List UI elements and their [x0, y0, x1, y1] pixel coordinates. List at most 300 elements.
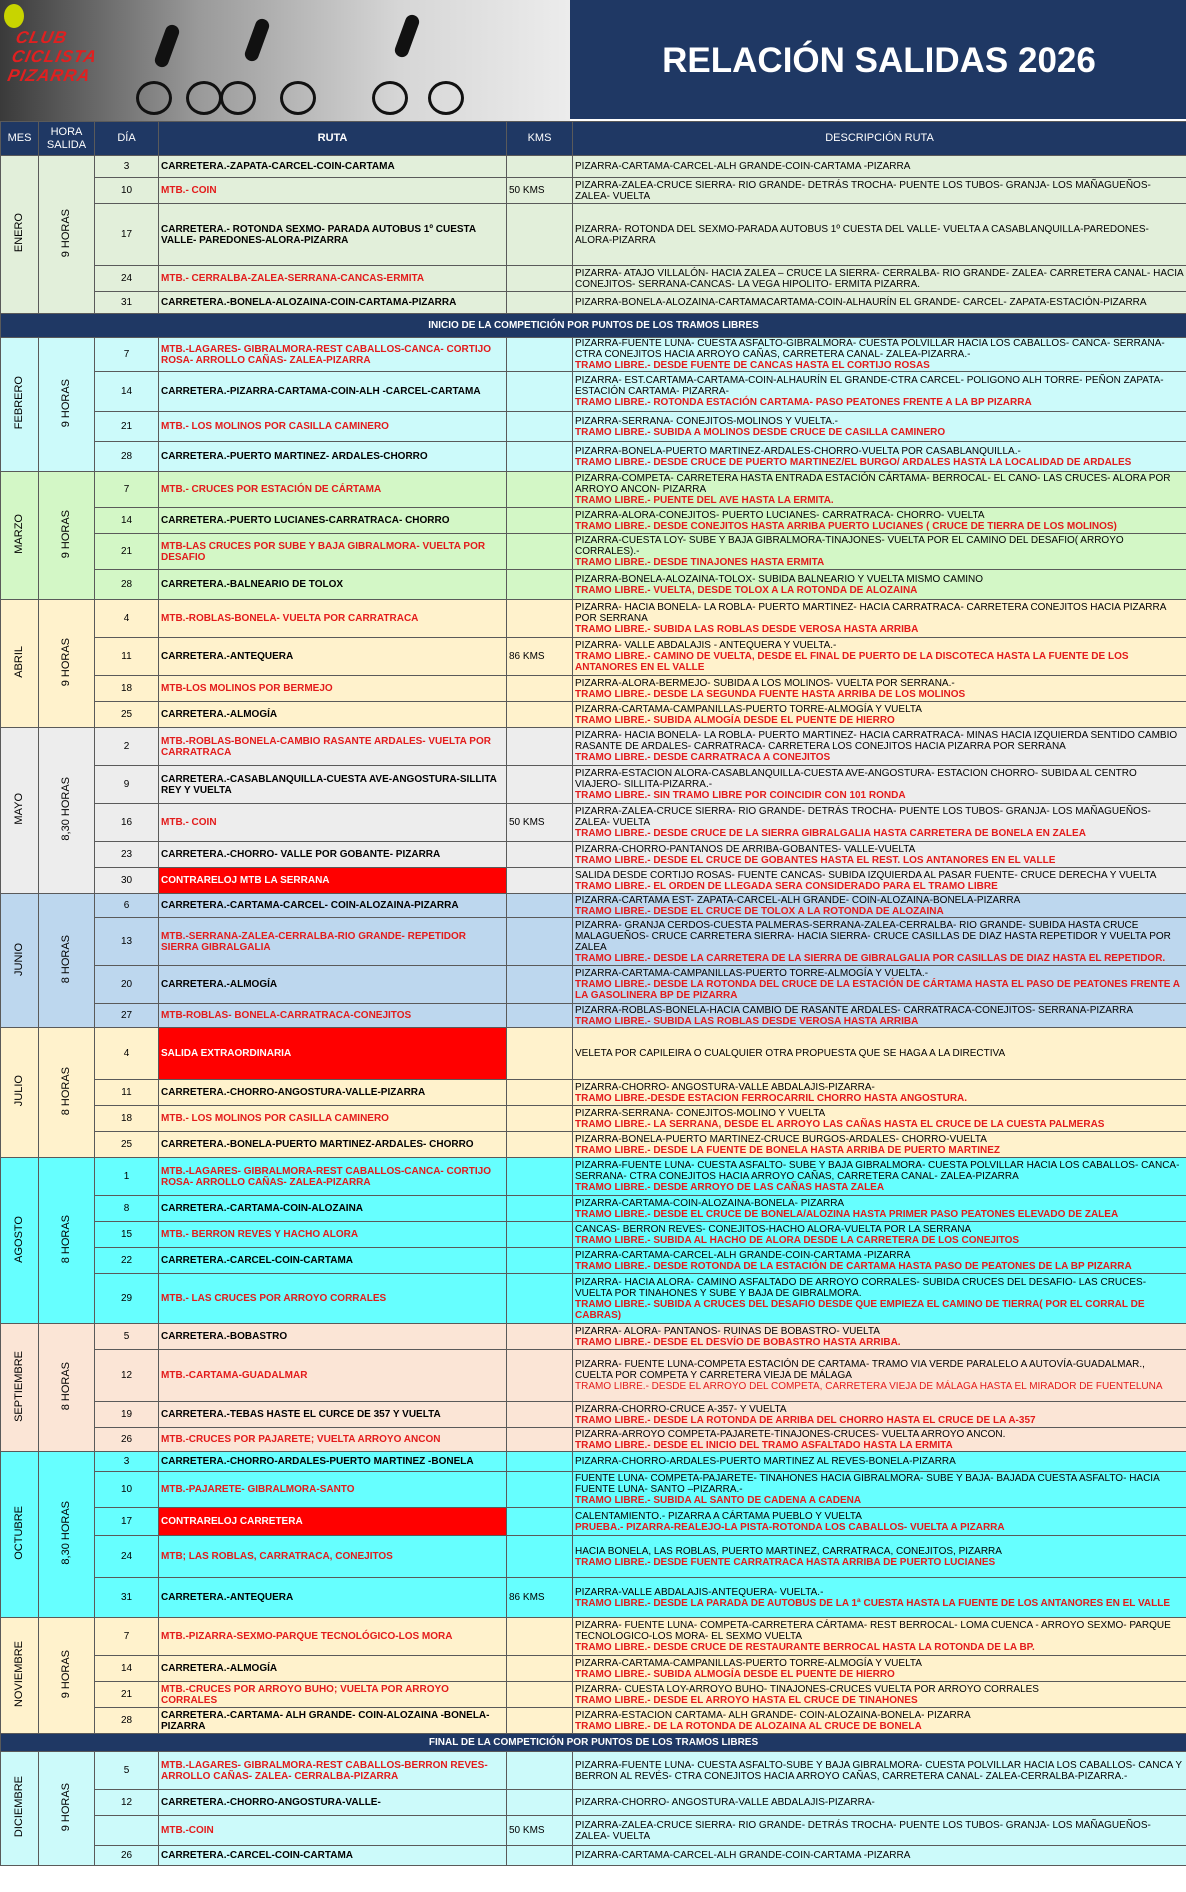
table-row [1, 570, 1186, 600]
table-row [1, 204, 1186, 266]
competition-start-label: INICIO DE LA COMPETICIÓN POR PUNTOS DE LOS TRAMOS LIBRES [1, 314, 1186, 338]
day-cell: 1 [95, 1158, 159, 1196]
kms-cell [507, 676, 573, 702]
table-row [1, 804, 1186, 842]
table-row [1, 638, 1186, 676]
day-cell [95, 1816, 159, 1846]
month-label: ENERO [13, 213, 25, 253]
day-cell: 14 [95, 372, 159, 412]
kms-cell [507, 1452, 573, 1472]
day-cell: 28 [95, 1708, 159, 1734]
day-cell: 28 [95, 570, 159, 600]
description-cell [573, 1508, 1186, 1536]
description-cell [573, 266, 1186, 292]
route-cell: CARRETERA.-TEBAS HASTE EL CURCE DE 357 Y VUELTA [159, 1402, 507, 1428]
table-row [1, 1350, 1186, 1402]
route-cell: MTB.-LAGARES- GIBRALMORA-REST CABALLOS-BERRON REVES- ARROLLO CAÑAS- ZALEA- CERRALBA-PIZARRA [159, 1752, 507, 1790]
table-body [1, 156, 1186, 1866]
kms-cell [507, 1618, 573, 1656]
day-cell: 17 [95, 1508, 159, 1536]
start-time-cell [39, 894, 95, 1028]
free-section-text: TRAMO LIBRE.- DESDE EL ARROYO HASTA EL CRUCE DE TINAHONES [575, 1694, 918, 1706]
description-cell [573, 868, 1186, 894]
table-row [1, 1682, 1186, 1708]
description-cell [573, 1402, 1186, 1428]
description-text: PIZARRA-FUENTE LUNA- CUESTA ASFALTO-SUBE Y BAJA GIBRALMORA- CUESTA POLVILLAR HACIA LOS CABALLOS- CANCA Y BERRON AL REVÉS- CTRA CONEJITOS HACIA ARROYO CAÑAS, CARRETERA CANAL- ZALEA-CERRALBA-PIZARRA.- [575, 1759, 1182, 1782]
kms-cell: 86 KMS [507, 638, 573, 676]
description-text: PIZARRA-VALLE ABDALAJIS-ANTEQUERA- VUELTA.- [575, 1586, 824, 1598]
free-section-text: TRAMO LIBRE.- DESDE EL CRUCE DE TOLOX A LA ROTONDA DE ALOZAINA [575, 905, 944, 917]
day-cell: 4 [95, 1028, 159, 1080]
route-cell: CARRETERA.-ALMOGÍA [159, 966, 507, 1004]
route-cell: MTB.-LAGARES- GIBRALMORA-REST CABALLOS-CANCA- CORTIJO ROSA- ARROLLO CAÑAS- ZALEA-PIZARRA [159, 1158, 507, 1196]
description-text: PIZARRA-CARTAMA-CARCEL-ALH GRANDE-COIN-CARTAMA -PIZARRA [575, 1249, 911, 1261]
bike-wheel-icon [186, 81, 222, 115]
cyclist-silhouette-icon [243, 17, 271, 63]
route-cell: MTB.- CERRALBA-ZALEA-SERRANA-CANCAS-ERMITA [159, 266, 507, 292]
day-cell: 21 [95, 412, 159, 442]
table-row [1, 702, 1186, 728]
free-section-text: TRAMO LIBRE.- SUBIDA ALMOGÍA DESDE EL PUENTE DE HIERRO [575, 1668, 895, 1680]
table-row [1, 412, 1186, 442]
start-time-label: 8,30 HORAS [60, 1501, 72, 1565]
start-time-label: 9 HORAS [60, 509, 72, 559]
description-cell [573, 1004, 1186, 1028]
month-cell [1, 1158, 39, 1324]
competition-band-row [1, 314, 1186, 338]
route-cell: MTB.- CRUCES POR ESTACIÓN DE CÁRTAMA [159, 472, 507, 508]
description-cell [573, 1656, 1186, 1682]
kms-cell [507, 868, 573, 894]
description-cell [573, 1106, 1186, 1132]
description-cell [573, 966, 1186, 1004]
kms-cell [507, 1248, 573, 1274]
table-row [1, 600, 1186, 638]
free-section-text: TRAMO LIBRE.-DESDE ESTACION FERROCARRIL CHORRO HASTA ANGOSTURA. [575, 1092, 968, 1104]
table-row [1, 1790, 1186, 1816]
description-text: PIZARRA- ROTONDA DEL SEXMO-PARADA AUTOBUS 1º CUESTA DEL VALLE- VUELTA A CASABLANQUILLA-PAREDONES-ALORA-PIZARRA [575, 223, 1149, 246]
table-row [1, 1508, 1186, 1536]
day-cell: 15 [95, 1222, 159, 1248]
day-cell: 23 [95, 842, 159, 868]
start-time-label: 9 HORAS [60, 1649, 72, 1699]
description-text: PIZARRA- CUESTA LOY-ARROYO BUHO- TINAJONES-CRUCES VUELTA POR ARROYO CORRALES [575, 1683, 1039, 1695]
day-cell: 25 [95, 1132, 159, 1158]
route-cell: CARRETERA.-BONELA-ALOZAINA-COIN-CARTAMA-PIZARRA [159, 292, 507, 314]
free-section-text: TRAMO LIBRE.- DESDE CONEJITOS HASTA ARRIBA PUERTO LUCIANES ( CRUCE DE TIERRA DE LOS MOLINOS) [575, 520, 1117, 532]
bike-wheel-icon [220, 81, 256, 115]
description-text: PIZARRA-CARTAMA-CAMPANILLAS-PUERTO TORRE-ALMOGÍA Y VUELTA [575, 1657, 922, 1669]
free-section-text: TRAMO LIBRE.- DESDE TINAJONES HASTA ERMITA [575, 557, 825, 568]
description-text: PIZARRA- ALORA- PANTANOS- RUINAS DE BOBASTRO- VUELTA [575, 1325, 880, 1337]
kms-cell [507, 292, 573, 314]
day-cell: 12 [95, 1350, 159, 1402]
table-row [1, 918, 1186, 966]
competition-end-label: FINAL DE LA COMPETICIÓN POR PUNTOS DE LOS TRAMOS LIBRES [1, 1734, 1186, 1752]
route-cell: MTB.- LAS CRUCES POR ARROYO CORRALES [159, 1274, 507, 1324]
description-text: PIZARRA-CHORRO-CRUCE A-357- Y VUELTA [575, 1403, 787, 1415]
description-cell [573, 338, 1186, 372]
description-cell [573, 1536, 1186, 1578]
table-row [1, 1428, 1186, 1452]
col-header-dia: DÍA [95, 122, 159, 156]
table-row [1, 1080, 1186, 1106]
free-section-text: TRAMO LIBRE.- ROTONDA ESTACIÓN CARTAMA- PASO PEATONES FRENTE A LA BP PIZARRA [575, 397, 1032, 408]
kms-cell [507, 1428, 573, 1452]
free-section-text: TRAMO LIBRE.- DESDE FUENTE DE CANCAS HASTA EL CORTIJO ROSAS [575, 360, 930, 371]
description-text: PIZARRA-BONELA-PUERTO MARTINEZ-CRUCE BURGOS-ARDALES- CHORRO-VUELTA [575, 1133, 987, 1145]
free-section-text: TRAMO LIBRE.- SUBIDA ALMOGÍA DESDE EL PUENTE DE HIERRO [575, 714, 895, 726]
day-cell: 5 [95, 1752, 159, 1790]
day-cell: 11 [95, 1080, 159, 1106]
day-cell: 8 [95, 1196, 159, 1222]
table-row [1, 1248, 1186, 1274]
table-row [1, 1816, 1186, 1846]
bike-wheel-icon [428, 81, 464, 115]
kms-cell: 50 KMS [507, 804, 573, 842]
month-label: JULIO [13, 1075, 25, 1107]
kms-cell [507, 1028, 573, 1080]
description-cell [573, 178, 1186, 204]
free-section-text: TRAMO LIBRE.- DESDE LA PARADA DE AUTOBUS DE LA 1ª CUESTA HASTA LA FUENTE DE LOS ANTANORES EN EL VALLE [575, 1597, 1171, 1609]
route-cell: CARRETERA.-ALMOGÍA [159, 1656, 507, 1682]
free-section-text: TRAMO LIBRE.- EL ORDEN DE LLEGADA SERA CONSIDERADO PARA EL TRAMO LIBRE [575, 880, 998, 892]
description-cell [573, 1618, 1186, 1656]
table-row [1, 442, 1186, 472]
competition-band-row [1, 1734, 1186, 1752]
route-cell: MTB; LAS ROBLAS, CARRATRACA, CONEJITOS [159, 1536, 507, 1578]
day-cell: 31 [95, 292, 159, 314]
route-cell: CARRETERA.-CASABLANQUILLA-CUESTA AVE-ANGOSTURA-SILLITA REY Y VUELTA [159, 766, 507, 804]
start-time-cell [39, 728, 95, 894]
description-cell [573, 1752, 1186, 1790]
kms-cell [507, 1004, 573, 1028]
start-time-label: 8 HORAS [60, 1361, 72, 1411]
kms-cell [507, 1222, 573, 1248]
table-row [1, 842, 1186, 868]
kms-cell [507, 338, 573, 372]
month-label: DICIEMBRE [13, 1776, 25, 1838]
description-cell [573, 1248, 1186, 1274]
start-time-label: 8 HORAS [60, 934, 72, 984]
free-section-text: TRAMO LIBRE.- SUBIDA LAS ROBLAS DESDE VEROSA HASTA ARRIBA [575, 624, 919, 635]
description-text: PIZARRA-CARTAMA-CAMPANILLAS-PUERTO TORRE-ALMOGÍA Y VUELTA.- [575, 968, 929, 979]
month-cell [1, 1028, 39, 1158]
day-cell: 18 [95, 676, 159, 702]
route-cell: MTB.-CRUCES POR PAJARETE; VUELTA ARROYO ANCON [159, 1428, 507, 1452]
day-cell: 22 [95, 1248, 159, 1274]
kms-cell [507, 472, 573, 508]
col-header-ruta: RUTA [159, 122, 507, 156]
description-cell [573, 1132, 1186, 1158]
description-text: PIZARRA- HACIA BONELA- LA ROBLA- PUERTO MARTINEZ- HACIA CARRATRACA- MINAS HACIA IZQUIERDA SENTIDO CAMBIO RASANTE DE ARDALES- CARRATRACA- CARRETERA LOS CONEJITOS HACIA PIZARRA POR SERRANA [575, 730, 1178, 752]
cyclist-silhouette-icon [153, 23, 181, 69]
description-text: PIZARRA-FUENTE LUNA- CUESTA ASFALTO-GIBRALMORA- CUESTA POLVILLAR HACIA LOS CABALLOS- CANCA- SERRANA- CTRA CONEJITOS HACIA ARROYO CAÑAS, CARRETERA CANAL- ZALEA-PIZARRA.- [575, 338, 1165, 360]
day-cell: 14 [95, 508, 159, 534]
description-text: PIZARRA-FUENTE LUNA- CUESTA ASFALTO- SUBE Y BAJA GIBRALMORA- CUESTA POLVILLAR HACIA LOS CABALLOS- CANCA- SERRANA- CTRA CONEJITOS HACIA ARROYO CAÑAS, CARRETERA CANAL- ZALEA-PIZARRA [575, 1160, 1180, 1182]
description-text: FUENTE LUNA- COMPETA-PAJARETE- TINAHONES HACIA GIBRALMORA- SUBE Y BAJA- BAJADA CUESTA ASFALTO- HACIA FUENTE LUNA- SANTO –PIZARRA.- [575, 1473, 1160, 1495]
description-cell [573, 570, 1186, 600]
start-time-label: 8 HORAS [60, 1066, 72, 1116]
table-row [1, 966, 1186, 1004]
day-cell: 28 [95, 442, 159, 472]
day-cell: 16 [95, 804, 159, 842]
description-text: PIZARRA-CHORRO-ARDALES-PUERTO MARTINEZ AL REVES-BONELA-PIZARRA [575, 1456, 956, 1467]
day-cell: 17 [95, 204, 159, 266]
day-cell: 14 [95, 1656, 159, 1682]
free-section-text: TRAMO LIBRE.- DESDE CRUCE DE PUERTO MARTINEZ/EL BURGO/ ARDALES HASTA LA LOCALIDAD DE ARDALES [575, 456, 1132, 468]
description-text: SALIDA DESDE CORTIJO ROSAS- FUENTE CANCAS- SUBIDA IZQUIERDA AL PASAR FUENTE- CRUCE DERECHA Y VUELTA [575, 869, 1157, 881]
description-cell [573, 1708, 1186, 1734]
kms-cell [507, 1132, 573, 1158]
table-row [1, 266, 1186, 292]
kms-cell [507, 1158, 573, 1196]
free-section-text: TRAMO LIBRE.- CAMINO DE VUELTA, DESDE EL FINAL DE PUERTO DE LA DISCOTECA HASTA LA FUENTE DE LOS ANTANORES EN EL VALLE [575, 651, 1129, 673]
free-section-text: TRAMO LIBRE.- DESDE LA ROTONDA DEL CRUCE DE LA ESTACIÓN DE CÁRTAMA HASTA EL PASO DE PEATONES FRENTE A LA GASOLINERA BP DE PIZARRA [575, 979, 1180, 1001]
description-text: PIZARRA- HACIA BONELA- LA ROBLA- PUERTO MARTINEZ- HACIA CARRATRACA- CARRETERA CONEJITOS HACIA PIZARRA POR SERRANA [575, 602, 1166, 624]
kms-cell [507, 1472, 573, 1508]
kms-cell [507, 1106, 573, 1132]
kms-cell [507, 1402, 573, 1428]
description-cell [573, 1196, 1186, 1222]
start-time-label: 9 HORAS [60, 637, 72, 687]
bike-wheel-icon [372, 81, 408, 115]
description-text: PIZARRA-ESTACION CARTAMA- ALH GRANDE- COIN-ALOZAINA-BONELA- PIZARRA [575, 1709, 971, 1721]
kms-cell [507, 1196, 573, 1222]
start-time-label: 9 HORAS [60, 1782, 72, 1832]
description-cell [573, 728, 1186, 766]
description-cell [573, 766, 1186, 804]
table-row [1, 508, 1186, 534]
description-text: PIZARRA-BONELA-ALOZAINA-CARTAMACARTAMA-COIN-ALHAURÍN EL GRANDE- CARCEL- ZAPATA-ESTACIÓN-PIZARRA [575, 297, 1147, 308]
free-section-text: TRAMO LIBRE.- DESDE LA FUENTE DE BONELA HASTA ARRIBA DE PUERTO MARTINEZ [575, 1144, 1000, 1156]
description-text: PIZARRA-ZALEA-CRUCE SIERRA- RIO GRANDE- DETRÁS TROCHA- PUENTE LOS TUBOS- GRANJA- LOS MAÑAGUEÑOS- ZALEA- VUELTA [575, 806, 1151, 828]
month-cell [1, 894, 39, 1028]
month-cell [1, 156, 39, 314]
route-cell: MTB.- COIN [159, 178, 507, 204]
start-time-cell [39, 1452, 95, 1618]
day-cell: 10 [95, 178, 159, 204]
route-cell: CARRETERA.-CARCEL-COIN-CARTAMA [159, 1846, 507, 1866]
day-cell: 21 [95, 1682, 159, 1708]
day-cell: 30 [95, 868, 159, 894]
kms-cell [507, 1790, 573, 1816]
kms-cell [507, 1080, 573, 1106]
start-time-label: 8 HORAS [60, 1214, 72, 1264]
cyclist-silhouette-icon [393, 13, 421, 59]
free-section-text: TRAMO LIBRE.- SUBIDA A MOLINOS DESDE CRUCE DE CASILLA CAMINERO [575, 426, 946, 438]
description-text: PIZARRA- HACIA ALORA- CAMINO ASFALTADO DE ARROYO CORRALES- SUBIDA CRUCES DEL DESAFIO- LAS CRUCES- VUELTA POR TINAHONES Y SUBE Y BAJA DE GIBRALMORA. [575, 1276, 1147, 1299]
kms-cell [507, 600, 573, 638]
kms-cell [507, 1752, 573, 1790]
description-text: PIZARRA-CHORRO- ANGOSTURA-VALLE ABDALAJIS-PIZARRA- [575, 1797, 875, 1808]
description-text: PIZARRA-CUESTA LOY- SUBE Y BAJA GIBRALMORA-TINAJONES- VUELTA POR EL CAMINO DEL DESAFIO( ARROYO CORRALES).- [575, 535, 1124, 557]
club-logo-text: CLUB CICLISTA PIZARRA [5, 28, 99, 85]
free-section-text: TRAMO LIBRE.- SUBIDA A CRUCES DEL DESAFIO DESDE QUE EMPIEZA EL CAMINO DE TIERRA( POR EL CORRAL DE CABRAS) [575, 1298, 1145, 1321]
description-cell [573, 1472, 1186, 1508]
route-cell: CARRETERA.-CARTAMA-CARCEL- COIN-ALOZAINA-PIZARRA [159, 894, 507, 918]
kms-cell [507, 372, 573, 412]
start-time-cell [39, 1158, 95, 1324]
kms-cell: 86 KMS [507, 1578, 573, 1618]
description-text: CANCAS- BERRON REVES- CONEJITOS-HACHO ALORA-VUELTA POR LA SERRANA [575, 1223, 972, 1235]
description-cell [573, 372, 1186, 412]
free-section-text: TRAMO LIBRE.- DESDE EL CRUCE DE GOBANTES HASTA EL REST. LOS ANTANORES EN EL VALLE [575, 854, 1056, 866]
day-cell: 31 [95, 1578, 159, 1618]
description-text: PIZARRA-CARTAMA EST- ZAPATA-CARCEL-ALH GRANDE- COIN-ALOZAINA-BONELA-PIZARRA [575, 894, 1021, 906]
route-cell: CARRETERA.-CARCEL-COIN-CARTAMA [159, 1248, 507, 1274]
description-text: PIZARRA-CARTAMA-COIN-ALOZAINA-BONELA- PIZARRA [575, 1197, 845, 1209]
kms-cell [507, 1274, 573, 1324]
route-cell: CARRETERA.-CHORRO-ANGOSTURA-VALLE- [159, 1790, 507, 1816]
description-cell [573, 676, 1186, 702]
route-cell: CARRETERA.-ALMOGÍA [159, 702, 507, 728]
route-cell: MTB.- LOS MOLINOS POR CASILLA CAMINERO [159, 1106, 507, 1132]
description-cell [573, 204, 1186, 266]
description-cell [573, 1028, 1186, 1080]
route-cell: SALIDA EXTRAORDINARIA [159, 1028, 507, 1080]
start-time-label: 8,30 HORAS [60, 777, 72, 841]
table-row [1, 472, 1186, 508]
route-cell: CARRETERA.-CARTAMA-COIN-ALOZAINA [159, 1196, 507, 1222]
table-row [1, 1846, 1186, 1866]
route-cell: MTB.-COIN [159, 1816, 507, 1846]
route-cell: CARRETERA.-PUERTO MARTINEZ- ARDALES-CHORRO [159, 442, 507, 472]
day-cell: 21 [95, 534, 159, 570]
bike-wheel-icon [136, 81, 172, 115]
route-cell: MTB.-CRUCES POR ARROYO BUHO; VUELTA POR ARROYO CORRALES [159, 1682, 507, 1708]
description-cell [573, 1682, 1186, 1708]
day-cell: 4 [95, 600, 159, 638]
description-cell [573, 534, 1186, 570]
table-row [1, 1132, 1186, 1158]
description-cell [573, 1324, 1186, 1350]
start-time-cell [39, 472, 95, 600]
route-cell: CARRETERA.-ZAPATA-CARCEL-COIN-CARTAMA [159, 156, 507, 178]
start-time-cell [39, 1752, 95, 1866]
table-row [1, 178, 1186, 204]
kms-cell: 50 KMS [507, 178, 573, 204]
route-cell: CARRETERA.-CHORRO-ANGOSTURA-VALLE-PIZARRA [159, 1080, 507, 1106]
table-row [1, 1158, 1186, 1196]
day-cell: 10 [95, 1472, 159, 1508]
kms-cell [507, 266, 573, 292]
route-cell: CARRETERA.-BOBASTRO [159, 1324, 507, 1350]
description-cell [573, 918, 1186, 966]
month-cell [1, 600, 39, 728]
day-cell: 29 [95, 1274, 159, 1324]
route-cell: CONTRARELOJ CARRETERA [159, 1508, 507, 1536]
kms-cell [507, 1536, 573, 1578]
free-section-text: TRAMO LIBRE.- DESDE CRUCE DE LA SIERRA GIBRALGALIA HASTA CARRETERA DE BONELA EN ZALEA [575, 828, 1086, 839]
table-row [1, 1656, 1186, 1682]
table-row [1, 676, 1186, 702]
kms-cell [507, 1656, 573, 1682]
free-section-text: PRUEBA.- PIZARRA-REALEJO-LA PISTA-ROTONDA LOS CABALLOS- VUELTA A PIZARRA [575, 1521, 1005, 1533]
col-header-kms: KMS [507, 122, 573, 156]
start-time-cell [39, 1618, 95, 1734]
kms-cell [507, 412, 573, 442]
description-text: PIZARRA- ATAJO VILLALÓN- HACIA ZALEA – CRUCE LA SIERRA- CERRALBA- RIO GRANDE- ZALEA- CARRETERA CANAL- HACIA CONEJITOS- SERRANA-CANCAS- LA VEGA HIPOLITO- ERMITA PIZARRA. [575, 267, 1184, 290]
day-cell: 13 [95, 918, 159, 966]
free-section-text: TRAMO LIBRE.- DESDE CARRATRACA A CONEJITOS [575, 752, 831, 763]
day-cell: 20 [95, 966, 159, 1004]
kms-cell [507, 918, 573, 966]
description-text: PIZARRA-ESTACION ALORA-CASABLANQUILLA-CUESTA AVE-ANGOSTURA- ESTACION CHORRO- SUBIDA AL CENTRO VIAJERO- SILLITA-PIZARRA.- [575, 768, 1137, 790]
free-section-text: TRAMO LIBRE.- SUBIDA AL SANTO DE CADENA A CADENA [575, 1495, 862, 1506]
day-cell: 26 [95, 1846, 159, 1866]
description-cell [573, 702, 1186, 728]
description-text: PIZARRA- FUENTE LUNA-COMPETA ESTACIÓN DE CARTAMA- TRAMO VIA VERDE PARALELO A AUTOVÍA-GUADALMAR., CUELTA POR COMPETA Y CARRETERA VIEJA DE MÁLAGA [575, 1359, 1145, 1381]
description-cell [573, 1846, 1186, 1866]
table-row [1, 894, 1186, 918]
route-cell: MTB-ROBLAS- BONELA-CARRATRACA-CONEJITOS [159, 1004, 507, 1028]
free-section-text: TRAMO LIBRE.- DESDE EL INICIO DEL TRAMO ASFALTADO HASTA LA ERMITA [575, 1439, 953, 1451]
route-cell: CARRETERA.-BALNEARIO DE TOLOX [159, 570, 507, 600]
kms-cell [507, 442, 573, 472]
description-text: PIZARRA-ZALEA-CRUCE SIERRA- RIO GRANDE- DETRÁS TROCHA- PUENTE LOS TUBOS- GRANJA- LOS MAÑAGUEÑOS- ZALEA- VUELTA [575, 179, 1151, 202]
kms-cell [507, 702, 573, 728]
kms-cell [507, 1508, 573, 1536]
description-cell [573, 1158, 1186, 1196]
month-label: SEPTIEMBRE [13, 1350, 25, 1422]
free-section-text: TRAMO LIBRE.- PUENTE DEL AVE HASTA LA ERMITA. [575, 495, 834, 506]
start-time-cell [39, 156, 95, 314]
route-cell: CARRETERA.-PIZARRA-CARTAMA-COIN-ALH -CARCEL-CARTAMA [159, 372, 507, 412]
month-cell [1, 472, 39, 600]
route-cell: MTB.-ROBLAS-BONELA-CAMBIO RASANTE ARDALES- VUELTA POR CARRATRACA [159, 728, 507, 766]
description-cell [573, 442, 1186, 472]
month-label: MARZO [13, 514, 25, 554]
month-label: FEBRERO [13, 376, 25, 430]
route-cell: MTB.-LAGARES- GIBRALMORA-REST CABALLOS-CANCA- CORTIJO ROSA- ARROLLO CAÑAS- ZALEA-PIZARRA [159, 338, 507, 372]
start-time-label: 9 HORAS [60, 378, 72, 428]
day-cell: 12 [95, 1790, 159, 1816]
start-time-label: 9 HORAS [60, 208, 72, 258]
route-cell: CARRETERA.-CHORRO- VALLE POR GOBANTE- PIZARRA [159, 842, 507, 868]
day-cell: 24 [95, 1536, 159, 1578]
table-row [1, 1324, 1186, 1350]
table-row [1, 1004, 1186, 1028]
route-cell: CARRETERA.-BONELA-PUERTO MARTINEZ-ARDALES- CHORRO [159, 1132, 507, 1158]
kms-cell [507, 570, 573, 600]
day-cell: 5 [95, 1324, 159, 1350]
col-header-hora: HORA SALIDA [39, 122, 95, 156]
description-text: PIZARRA- VALLE ABDALAJIS - ANTEQUERA Y VUELTA.- [575, 640, 837, 651]
month-cell [1, 1452, 39, 1618]
description-cell [573, 1428, 1186, 1452]
table-row [1, 868, 1186, 894]
table-row [1, 1708, 1186, 1734]
description-cell [573, 842, 1186, 868]
description-text: CALENTAMIENTO.- PIZARRA A CÁRTAMA PUEBLO Y VUELTA [575, 1510, 862, 1522]
day-cell: 11 [95, 638, 159, 676]
free-section-text: TRAMO LIBRE.- SUBIDA AL HACHO DE ALORA DESDE LA CARRETERA DE LOS CONEJITOS [575, 1234, 1020, 1246]
start-time-cell [39, 600, 95, 728]
description-text: PIZARRA-CARTAMA-CARCEL-ALH GRANDE-COIN-CARTAMA -PIZARRA [575, 161, 911, 172]
route-cell: CONTRARELOJ MTB LA SERRANA [159, 868, 507, 894]
route-cell: MTB.-PIZARRA-SEXMO-PARQUE TECNOLÓGICO-LOS MORA [159, 1618, 507, 1656]
description-cell [573, 156, 1186, 178]
table-row [1, 338, 1186, 372]
description-cell [573, 600, 1186, 638]
free-section-text: TRAMO LIBRE.- DESDE EL DESVÍO DE BOBASTRO HASTA ARRIBA. [575, 1336, 901, 1348]
description-text: PIZARRA-ZALEA-CRUCE SIERRA- RIO GRANDE- DETRÁS TROCHA- PUENTE LOS TUBOS- GRANJA- LOS MAÑAGUEÑOS- ZALEA- VUELTA [575, 1819, 1151, 1842]
rides-table [0, 121, 1186, 1866]
day-cell: 9 [95, 766, 159, 804]
free-section-text: TRAMO LIBRE.- DESDE EL ARROYO DEL COMPETA, CARRETERA VIEJA DE MÁLAGA HASTA EL MIRADOR DE FUENTELUNA [575, 1381, 1163, 1392]
free-section-text: TRAMO LIBRE.- DE LA ROTONDA DE ALOZAINA AL CRUCE DE BONELA [575, 1720, 922, 1732]
